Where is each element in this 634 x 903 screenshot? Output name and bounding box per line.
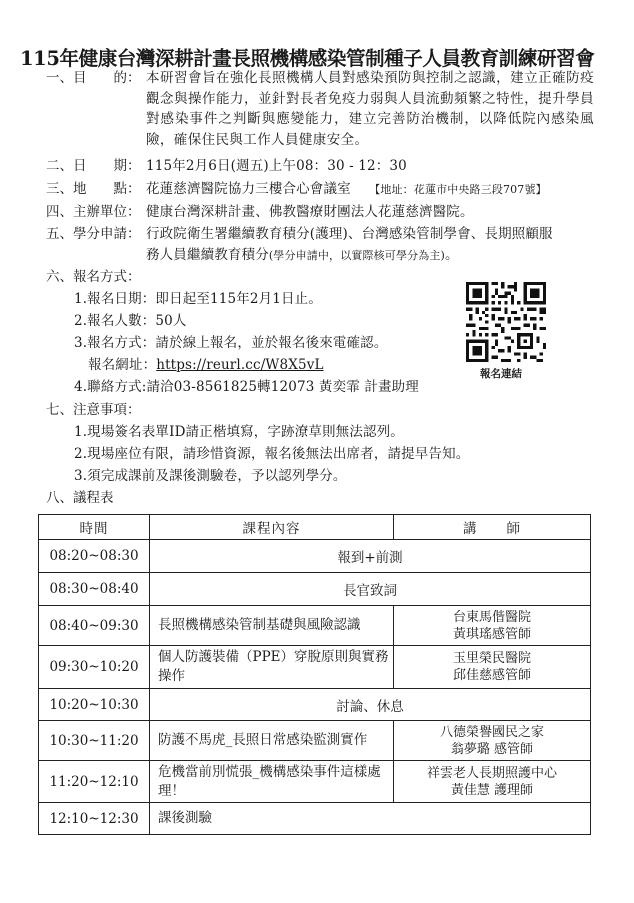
speaker-organization: 玉里榮民醫院 [452, 651, 531, 666]
speaker-organization: 八德榮譽國民之家 [439, 724, 544, 740]
date-text: 115年2月6日(週五)上午08：30 - 12：30 [146, 158, 407, 174]
notes-item: 2.現場座位有限，請珍惜資源，報名後無法出席者，請提早告知。 [74, 446, 470, 462]
row-time: 10:20~10:30 [39, 689, 150, 721]
registration-item: 3.報名方式：請於線上報名，並於報名後來電確認。 [74, 335, 388, 351]
speaker-organization: 台東馬偕醫院 [452, 609, 531, 625]
row-content: 討論、休息 [150, 689, 591, 721]
registration-url-label: 報名網址： [88, 357, 157, 373]
organizer-text: 健康台灣深耕計畫、佛教醫療財團法人花蓮慈濟醫院。 [146, 204, 474, 220]
schedule-row [39, 689, 591, 721]
schedule-row [39, 573, 591, 606]
date-label: 二、日 期： [46, 158, 141, 174]
speaker-name: 黃佳慧 護理師 [450, 782, 534, 798]
row-content: 課後測驗 [150, 803, 591, 835]
schedule-table [38, 514, 591, 835]
row-content: 長照機構感染管制基礎與風險認識 [150, 606, 394, 646]
registration-contact: 4.聯絡方式:請洽03-8561825轉12073 黃奕霏 計畫助理 [74, 379, 419, 395]
schedule-row [39, 761, 591, 803]
speaker-organization: 祥雲老人長期照護中心 [426, 765, 557, 781]
credits-label: 五、學分申請： [46, 226, 141, 242]
schedule-row [39, 721, 591, 761]
notes-item: 3.須完成課前及課後測驗卷，予以認列學分。 [74, 468, 347, 484]
schedule-row [39, 803, 591, 835]
row-time: 10:30~11:20 [39, 721, 150, 761]
row-time: 08:30~08:40 [39, 573, 150, 606]
row-speaker [394, 646, 591, 689]
row-time: 11:20~12:10 [39, 761, 150, 803]
speaker-name: 翁夢璐 感管師 [450, 741, 534, 757]
qr-caption: 報名連結 [480, 368, 522, 380]
notes-item: 1.現場簽名表單ID請正楷填寫，字跡潦草則無法認列。 [74, 424, 404, 440]
registration-url-link[interactable]: https://reurl.cc/W8X5vL [156, 357, 324, 373]
row-speaker [394, 606, 591, 646]
purpose-label: 一、目 的： [46, 70, 141, 86]
document-title: 115年健康台灣深耕計畫長照機構感染管制種子人員教育訓練研習會 [20, 47, 595, 70]
schedule-header-row [39, 515, 591, 540]
row-speaker [394, 721, 591, 761]
row-content: 防護不馬虎_長照日常感染監測實作 [150, 721, 394, 761]
schedule-row [39, 540, 591, 573]
credits-line1: 行政院衛生署繼續教育積分(護理)、台灣感染管制學會、長期照顧服 [146, 226, 553, 242]
row-content: 危機當前別慌張_機構感染事件這樣處理！ [150, 761, 394, 803]
header-content: 課程內容 [150, 515, 394, 540]
notes-label: 七、注意事項： [46, 402, 141, 418]
credits-note: (學分申請中，以實際核可學分為主) [268, 249, 445, 262]
schedule-label: 八、議程表 [46, 490, 114, 506]
speaker-name: 黃琪瑤感管師 [452, 626, 531, 642]
purpose-text: 本研習會旨在強化長照機構人員對感染預防與控制之認識，建立正確防疫觀念與操作能力，並針對長者免疫力弱與人員流動頻繁之特性，提升學員對感染事件之判斷與應變能力，建立完善防治機制，以降低院內感染風險，確保住民與工作人員健康安全。 [146, 70, 594, 148]
location-label: 三、地 點： [46, 181, 141, 197]
credits-line2: 務人員繼續教育積分 [146, 247, 269, 263]
row-time: 08:40~09:30 [39, 606, 150, 646]
row-content: 長官致詞 [150, 573, 591, 606]
schedule-row [39, 606, 591, 646]
header-time: 時間 [39, 515, 150, 540]
location-address: 【地址：花蓮市中央路三段707號】 [369, 183, 547, 196]
row-content: 個人防護裝備（PPE）穿脫原則與實務操作 [150, 646, 394, 689]
location-text: 花蓮慈濟醫院協力三樓合心會議室 [146, 181, 351, 197]
registration-label: 六、報名方式： [46, 269, 141, 285]
registration-item: 1.報名日期：即日起至115年2月1日止。 [74, 291, 322, 307]
row-content: 報到+前測 [150, 540, 591, 573]
header-speaker: 講 師 [394, 515, 591, 540]
registration-item: 2.報名人數：50人 [74, 313, 187, 329]
speaker-name: 邱佳慈感管師 [452, 668, 531, 683]
row-time: 12:10~12:30 [39, 803, 150, 835]
row-speaker [394, 761, 591, 803]
organizer-label: 四、主辦單位： [46, 204, 141, 220]
row-time: 08:20~08:30 [39, 540, 150, 573]
registration-qr-code[interactable] [466, 282, 546, 362]
schedule-row [39, 646, 591, 689]
row-time: 09:30~10:20 [39, 646, 150, 689]
credits-end: 。 [445, 247, 459, 263]
